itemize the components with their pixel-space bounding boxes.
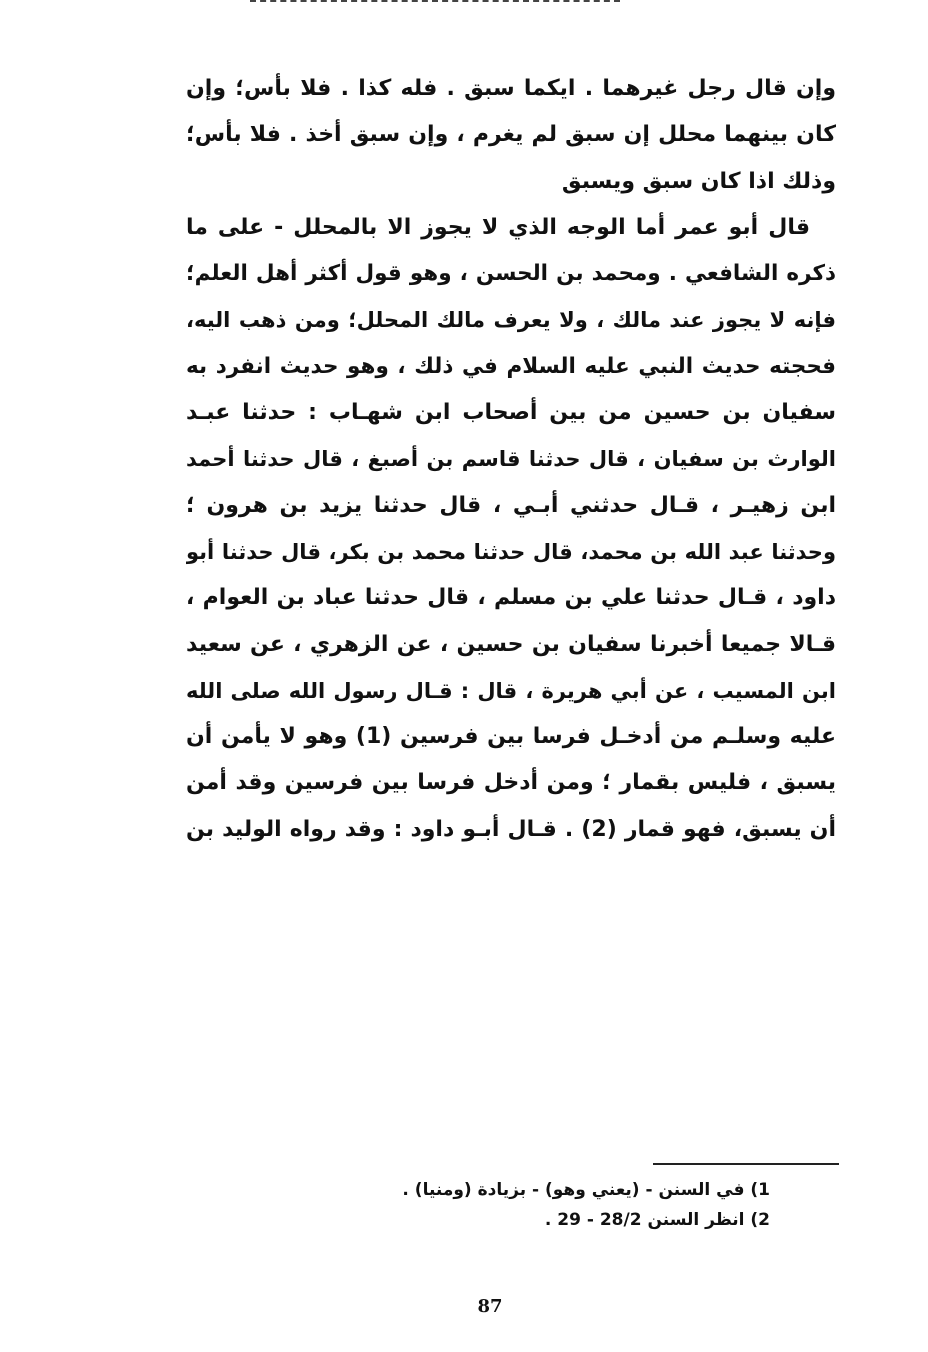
text-line: ذكره الشافعي . ومحمد بن الحسن ، وهو قول أكثر أهل العلم؛ xyxy=(186,261,836,287)
text-line: وإن قال رجل غيرهما . ايكما سبق . فله كذا . فلا بأس؛ وإن xyxy=(186,76,836,101)
footnote-1: 1) في السنن - (يعني وهو) - بزيادة (ومنيا) . xyxy=(402,1180,770,1200)
text-line: سفيان بن حسين من بين أصحاب ابن شهـاب : حدثنا عبـد xyxy=(186,400,836,426)
text-line: يسبق ، فليس بقمار ؛ ومن أدخل فرسا بين فرسين وقد أمن xyxy=(186,770,836,796)
page-number: 87 xyxy=(477,1296,503,1317)
text-line: قال أبو عمر أما الوجه الذي لا يجوز الا بالمحلل - على ما xyxy=(186,214,810,240)
text-line: وذلك اذا كان سبق ويسبق xyxy=(561,168,836,194)
text-line: وحدثنا عبد الله بن محمد، قال حدثنا محمد بن بكر، قال حدثنا أبو xyxy=(186,539,836,564)
text-line: أن يسبق، فهو قمار (2) . قـال أبـو داود : وقد رواه الوليد بن xyxy=(186,816,836,842)
text-line: عليه وسلـم من أدخـل فرسا بين فرسين (1) وهو لا يأمن أن xyxy=(186,724,836,750)
body-text xyxy=(186,66,836,853)
top-edge-dashes xyxy=(250,0,620,2)
text-line: داود ، قـال حدثنا علي بن مسلم ، قال حدثنا عباد بن العوام ، xyxy=(186,585,836,611)
footnotes xyxy=(360,1175,770,1235)
text-line: الوارث بن سفيان ، قال حدثنا قاسم بن أصبغ ، قال حدثنا أحمد xyxy=(186,447,836,472)
text-line: قـالا جميعا أخبرنا سفيان بن حسين ، عن الزهري ، عن سعيد xyxy=(186,631,836,657)
footnote-separator xyxy=(653,1163,839,1165)
text-line: فإنه لا يجوز عند مالك ، ولا يعرف مالك المحلل؛ ومن ذهب اليه، xyxy=(186,308,836,333)
text-line: فحجته حديث النبي عليه السلام في ذلك ، وهو حديث انفرد به xyxy=(186,353,836,379)
footnote-2: 2) انظر السنن 28/2 - 29 . xyxy=(544,1210,770,1230)
text-line: ابن المسيب ، عن أبي هريرة ، قال : قـال رسول الله صلى الله xyxy=(186,678,836,703)
text-line: كان بينهما محلل إن سبق لم يغرم ، وإن سبق أخذ . فلا بأس؛ xyxy=(186,122,836,148)
text-line: ابن زهيـر ، قـال حدثني أبـي ، قال حدثنا يزيد بن هرون ؛ xyxy=(186,492,836,518)
